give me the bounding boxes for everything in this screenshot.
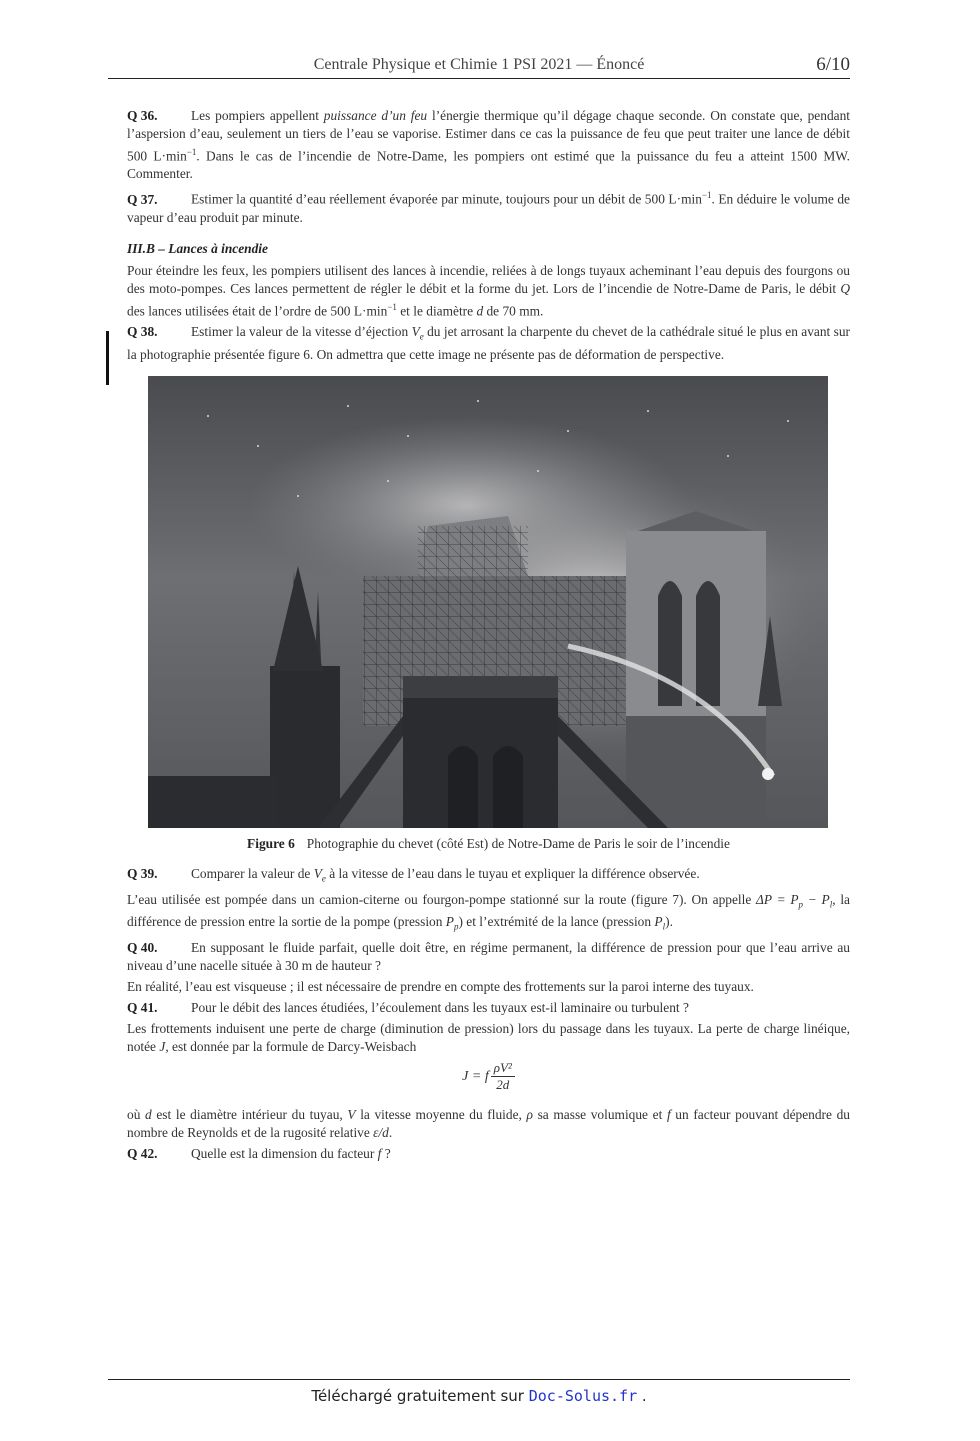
doc-solus-link[interactable]: Doc-Solus.fr: [528, 1387, 638, 1405]
formula-denominator: 2d: [496, 1077, 510, 1093]
page-footer: Téléchargé gratuitement sur Doc-Solus.fr .: [311, 1387, 647, 1405]
paragraph-visqueuse: En réalité, l’eau est visqueuse ; il est nécessaire de prendre en compte des frottements sur la paroi interne des tuyaux.: [127, 979, 754, 995]
page-header: [108, 54, 850, 79]
question-39: Q 39. Comparer la valeur de $V_e$ à la vitesse de l’eau dans le tuyau et expliquer la différence observée.: [127, 866, 700, 884]
footer-rule: [108, 1379, 850, 1380]
question-36: Q 36. Les pompiers appellent puissance d’un feu l’énergie thermique qu’il dégage chaque seconde. On constate que, pendant l’aspersion d’eau, seulement un tiers de l’eau se vaporise. Estimer dans ce cas la puissance de feu que peut traiter une lance de débit 500 $L\cdot\min^{-1}$. Dans le cas de l’incendie de Notre-Dame, les pompiers ont estimé que la puissance du feu a atteint 1500 MW. Commenter.: [127, 108, 850, 182]
section-title: III.B – Lances à incendie: [127, 240, 268, 256]
darcy-weisbach-formula: [127, 1060, 850, 1100]
question-38: Q 38. Estimer la valeur de la vitesse d’éjection $V_e$ du jet arrosant la charpente du chevet de la cathédrale situé le plus en avant sur la photographie présentée figure 6. On admettra que cette image ne présente pas de déformation de perspective.: [127, 324, 850, 363]
question-37: Q 37. Estimer la quantité d’eau réellement évaporée par minute, toujours pour un débit de 500 $L\cdot\min^{-1}$. En déduire le volume de vapeur d’eau produit par minute.: [127, 190, 850, 225]
paragraph-variables: où d est le diamètre intérieur du tuyau, V la vitesse moyenne du fluide, ρ sa masse volumique et f un facteur pouvant dépendre du nombre de Reynolds et de la rugosité relative ε/d.: [127, 1107, 850, 1141]
figure-caption: Figure 6 Photographie du chevet (côté Est) de Notre-Dame de Paris le soir de l’incendie: [247, 836, 730, 852]
formula-numerator: ρV²: [491, 1060, 515, 1077]
change-bar: [106, 331, 109, 385]
paragraph-pression: L’eau utilisée est pompée dans un camion-citerne ou fourgon-pompe stationné sur la route (figure 7). On appelle $\Delta P = P_p - P_l$, la différence de pression entre la sortie de la pompe (pression $P_p$) et l’extrémité de la lance (pression $P_l$).: [127, 891, 851, 933]
paragraph-lances: Pour éteindre les feux, les pompiers utilisent des lances à incendie, reliées à de longs tuyaux acheminant l’eau depuis des fourgons ou des moto-pompes. Ces lances permettent de régler le débit et la forme du jet. Lors de l’incendie de Notre-Dame de Paris, le débit Q des lances utilisées était de l’ordre de 500 $L\cdot\min^{-1}$ et le diamètre d de 70 mm.: [127, 262, 850, 319]
question-40: Q 40. En supposant le fluide parfait, quelle doit être, en régime permanent, la différence de pression pour que l’eau arrive au niveau d’une nacelle située à 30 m de hauteur ?: [127, 940, 850, 974]
page-number: 6/10: [816, 54, 850, 75]
paragraph-darcy: Les frottements induisent une perte de charge (diminution de pression) lors du passage dans les tuyaux. La perte de charge linéique, notée J, est donnée par la formule de Darcy-Weisbach: [127, 1021, 850, 1055]
cathedral-photo: [148, 376, 828, 828]
question-42: Q 42. Quelle est la dimension du facteur f ?: [127, 1146, 391, 1162]
question-41: Q 41. Pour le débit des lances étudiées, l’écoulement dans les tuyaux est-il laminaire ou turbulent ?: [127, 1000, 689, 1016]
header-title: Centrale Physique et Chimie 1 PSI 2021 — Énoncé: [313, 56, 645, 73]
formula-lhs: J = f: [462, 1068, 489, 1084]
page-content: [127, 107, 850, 1166]
